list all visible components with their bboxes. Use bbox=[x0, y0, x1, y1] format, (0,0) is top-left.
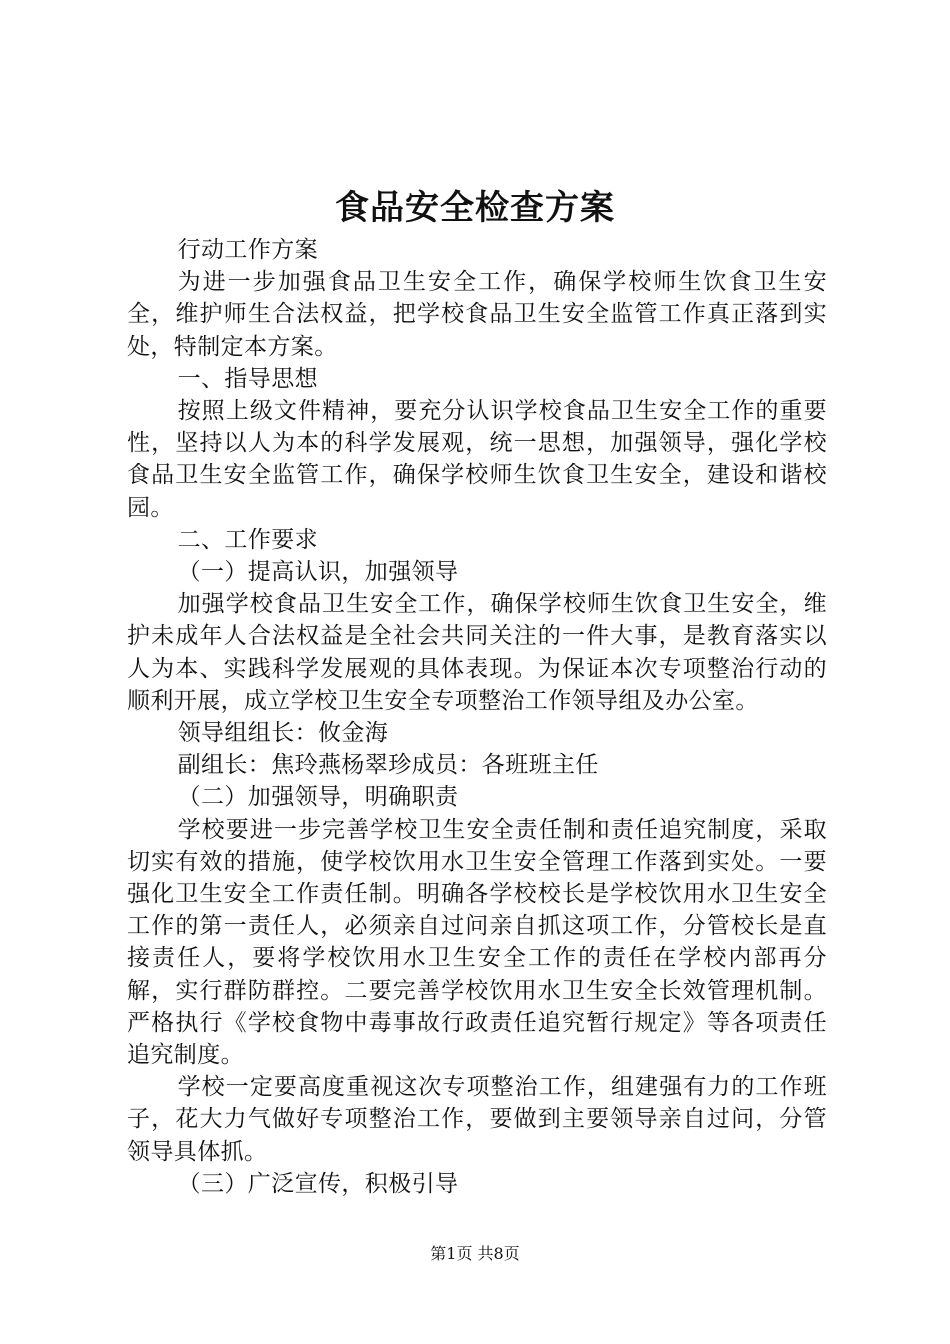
document-body bbox=[127, 234, 827, 1200]
subheading-responsibilities: （二）加强领导，明确职责 bbox=[177, 784, 459, 811]
paragraph-awareness: 加强学校食品卫生安全工作，确保学校师生饮食卫生安全，维护未成年人合法权益是全社会共同关注的一件大事，是教育落实以人为本、实践科学发展观的具体表现。为保证本次专项整治行动的顺利开展，成立学校卫生安全专项整治工作领导组及办公室。 bbox=[127, 591, 827, 714]
document-title: 食品安全检查方案 bbox=[335, 188, 615, 228]
paragraph-intro: 为进一步加强食品卫生安全工作，确保学校师生饮食卫生安全，维护师生合法权益，把学校食品卫生安全监管工作真正落到实处，特制定本方案。 bbox=[127, 269, 827, 360]
paragraph-responsibilities: 学校要进一步完善学校卫生安全责任制和责任追究制度，采取切实有效的措施，使学校饮用水卫生安全管理工作落到实处。一要强化卫生安全工作责任制。明确各学校校长是学校饮用水卫生安全工作的第一责任人，必须亲自过问亲自抓这项工作，分管校长是直接责任人，要将学校饮用水卫生安全工作的责任在学校内部再分解，实行群防群控。二要完善学校饮用水卫生安全长效管理机制。严格执行《学校食物中毒事故行政责任追究暂行规定》等各项责任追究制度。 bbox=[127, 816, 827, 1069]
paragraph-guiding-thought: 按照上级文件精神，要充分认识学校食品卫生安全工作的重要性，坚持以人为本的科学发展观，统一思想，加强领导，强化学校食品卫生安全监管工作，确保学校师生饮食卫生安全，建设和谐校园。 bbox=[127, 398, 827, 521]
subheading-publicity: （三）广泛宣传，积极引导 bbox=[177, 1170, 459, 1197]
paragraph-group-leader: 领导组组长：攸金海 bbox=[177, 720, 389, 747]
paragraph-subtitle: 行动工作方案 bbox=[177, 237, 318, 263]
heading-work-requirements: 二、工作要求 bbox=[177, 526, 318, 553]
paragraph-special-rectification: 学校一定要高度重视这次专项整治工作，组建强有力的工作班子，花大力气做好专项整治工作，要做到主要领导亲自过问，分管领导具体抓。 bbox=[127, 1074, 827, 1165]
subheading-awareness: （一）提高认识，加强领导 bbox=[177, 559, 459, 586]
paragraph-deputy-leaders: 副组长：焦玲燕杨翠珍成员：各班班主任 bbox=[177, 752, 599, 779]
page-number-footer: 第1页 共8页 bbox=[430, 1244, 520, 1263]
heading-guiding-thought: 一、指导思想 bbox=[177, 365, 318, 392]
